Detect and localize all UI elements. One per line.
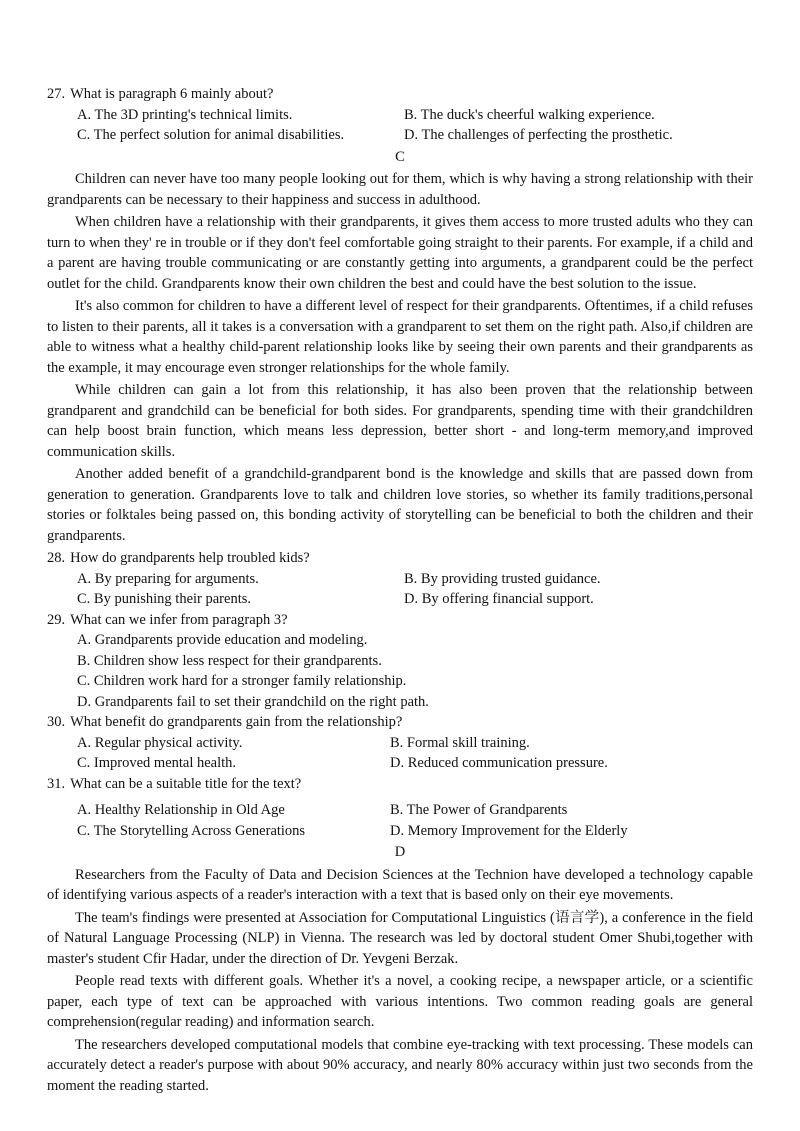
- question-28-option-b: B. By providing trusted guidance.: [404, 570, 601, 587]
- question-31-number: 31.: [47, 775, 66, 792]
- question-27-text: What is paragraph 6 mainly about?: [70, 86, 274, 102]
- question-28-options: [47, 569, 753, 610]
- question-27-option-a: A. The 3D printing's technical limits.: [77, 106, 293, 123]
- question-30: [47, 712, 753, 774]
- passage-c-paragraph-1: Children can never have too many people looking out for them, which is why having a strong relationship with their grandparents can be necessary to their happiness and success in adulthood.: [47, 171, 753, 208]
- option-row: [77, 800, 753, 821]
- passage-c-paragraph-3: It's also common for children to have a different level of respect for their grandparents. Oftentimes, if a child refuses to listen to their parents, all it takes is a conversation with a grandparent to set them on the right path. Also,if children are able to witness what a healthy child-parent relationship looks like by seeing their own parents and their grandparents as the example, it may encourage even stronger relationships for the whole family.: [47, 298, 753, 376]
- question-31-text: What can be a suitable title for the text?: [70, 775, 302, 792]
- question-31-option-b: B. The Power of Grandparents: [390, 802, 568, 818]
- question-30-options: [47, 733, 753, 774]
- question-30-number: 30.: [47, 714, 66, 730]
- passage-d-paragraph-2: The team's findings were presented at Association for Computational Linguistics (语言学), a conference in the field of Natural Language Processing (NLP) in Vienna. The research was led by doctoral student Omer Shubi,together with master's student Cfir Hadar, under the direction of Dr. Yevgeni Berzak.: [47, 909, 753, 967]
- passage-d-paragraph-3: People read texts with different goals. Whether it's a novel, a cooking recipe, a newspaper article, or a scientific paper, each type of text can be approached with various intentions. Two common reading goals are general comprehension(regular reading) and information search.: [47, 973, 753, 1030]
- option-row: [77, 589, 753, 610]
- question-29-option-a: A. Grandparents provide education and modeling.: [77, 632, 368, 648]
- question-31-option-c: C. The Storytelling Across Generations: [77, 822, 306, 839]
- question-27-option-b: B. The duck's cheerful walking experience.: [404, 106, 655, 123]
- question-27-option-c: C. The perfect solution for animal disabilities.: [77, 127, 345, 143]
- question-27: [47, 84, 753, 146]
- question-28-option-d: D. By offering financial support.: [404, 591, 594, 607]
- option-row: [77, 821, 753, 842]
- question-29-option-d: D. Grandparents fail to set their grandchild on the right path.: [77, 693, 429, 710]
- question-31: [47, 774, 753, 842]
- question-28-option-c: C. By punishing their parents.: [77, 591, 251, 607]
- passage-d-paragraph-1: Researchers from the Faculty of Data and Decision Sciences at the Technion have developed a technology capable of identifying various aspects of a reader's interaction with a text that is based only on their eye movements.: [47, 866, 753, 903]
- passage-c-heading: C: [395, 148, 405, 165]
- option-row: [77, 125, 753, 146]
- question-30-option-c: C. Improved mental health.: [77, 755, 237, 771]
- question-30-text: What benefit do grandparents gain from the relationship?: [70, 714, 403, 730]
- question-27-option-d: D. The challenges of perfecting the prosthetic.: [404, 127, 673, 143]
- question-29-stem: [47, 610, 753, 631]
- question-30-option-b: B. Formal skill training.: [390, 734, 530, 751]
- question-27-stem: [47, 84, 753, 105]
- passage-d-heading: D: [394, 844, 406, 860]
- question-31-stem: [47, 774, 753, 795]
- passage-c-paragraph-4: While children can gain a lot from this relationship, it has also been proven that the relationship between grandparent and grandchild can be beneficial for both sides. For grandparents, spending time with their grandchildren can help boost brain function, which means less depression, better short - and long-term memory,and improved communication skills.: [47, 382, 753, 460]
- passage-c-paragraph-2: When children have a relationship with their grandparents, it gives them access to more trusted adults who they can turn to when they' re in trouble or if they don't feel comfortable going straight to their parents. For example, if a child and a parent are having trouble communicating or are constantly getting into arguments, a grandparent could be the perfect outlet for the child. Grandparents know their own children the best and could have the best solution to the issue.: [47, 214, 753, 292]
- question-29-options: [47, 630, 753, 712]
- question-31-option-a: A. Healthy Relationship in Old Age: [77, 802, 285, 818]
- question-29-option-c: C. Children work hard for a stronger family relationship.: [77, 673, 407, 689]
- option-row: [77, 105, 753, 126]
- question-31-options: [47, 800, 753, 841]
- question-28-number: 28.: [47, 550, 66, 566]
- question-29: [47, 610, 753, 713]
- option-row: [77, 753, 753, 774]
- question-27-number: 27.: [47, 86, 66, 102]
- question-29-number: 29.: [47, 611, 66, 628]
- question-29-option-b: B. Children show less respect for their grandparents.: [77, 652, 382, 669]
- question-31-option-d: D. Memory Improvement for the Elderly: [390, 822, 628, 839]
- question-28-text: How do grandparents help troubled kids?: [70, 550, 310, 566]
- passage-c-paragraph-5: Another added benefit of a grandchild-grandparent bond is the knowledge and skills that are passed down from generation to generation. Grandparents love to talk and children love stories, so whether its family traditions,personal stories or folktales being passed on, this bonding activity of storytelling can be beneficial to both the children and their grandparents.: [47, 466, 753, 544]
- question-28-stem: [47, 548, 753, 569]
- question-30-option-d: D. Reduced communication pressure.: [390, 755, 608, 771]
- question-30-option-a: A. Regular physical activity.: [77, 734, 243, 751]
- question-29-text: What can we infer from paragraph 3?: [70, 611, 288, 628]
- question-30-stem: [47, 712, 753, 733]
- question-28-option-a: A. By preparing for arguments.: [77, 570, 259, 587]
- question-28: [47, 548, 753, 610]
- option-row: [77, 569, 753, 590]
- question-27-options: [47, 105, 753, 146]
- passage-d-paragraph-4: The researchers developed computational models that combine eye-tracking with text processing. These models can accurately detect a reader's purpose with about 90% accuracy, and nearly 80% accuracy within just two seconds from the moment the reading started.: [47, 1036, 753, 1094]
- option-row: [77, 733, 753, 754]
